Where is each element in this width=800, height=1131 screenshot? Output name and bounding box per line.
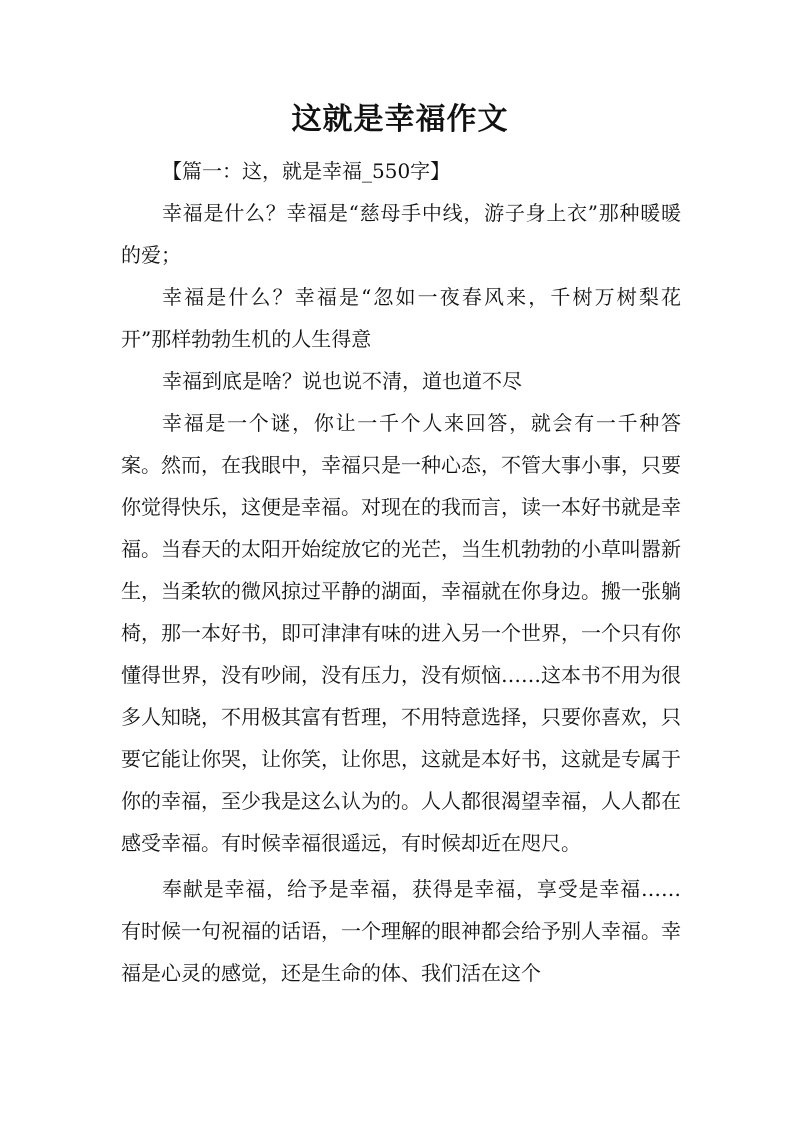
paragraph: 幸福到底是啥？说也说不清，道也道不尽 — [162, 369, 522, 393]
paragraph: 幸福是什么？幸福是“忽如一夜春风来，千树万树梨花开”那样勃勃生机的人生得意 — [121, 285, 681, 351]
paragraph: 幸福是一个谜，你让一千个人来回答，就会有一千种答案。然而，在我眼中，幸福只是一种心态，不管大事小事，只要你觉得快乐，这便是幸福。对现在的我而言，读一本好书就是幸福。当春天的太阳开始绽放它的光芒，当生机勃勃的小草叫嚣新生，当柔软的微风掠过平静的湖面，幸福就在你身边。搬一张躺椅，那一本好书，即可津津有味的进入另一个世界，一个只有你懂得世界，没有吵闹，没有压力，没有烦恼……这本书不用为很多人知晓，不用极其富有哲理，不用特意选择，只要你喜欢，只要它能让你哭，让你笑，让你思，这就是本好书，这就是专属于你的幸福，至少我是这么认为的。人人都很渴望幸福，人人都在感受幸福。有时候幸福很遥远，有时候却近在咫尺。 — [121, 411, 681, 855]
document-title: 这就是幸福作文 — [291, 102, 509, 137]
section-heading: 【篇一：这，就是幸福_550字】 — [162, 159, 451, 183]
document-body — [121, 150, 681, 994]
paragraph: 奉献是幸福，给予是幸福，获得是幸福，享受是幸福……有时候一句祝福的话语，一个理解的眼神都会给予别人幸福。幸福是心灵的感觉，还是生命的体、我们活在这个 — [121, 877, 681, 985]
paragraph: 幸福是什么？幸福是“慈母手中线，游子身上衣”那种暖暖的爱； — [121, 201, 681, 267]
